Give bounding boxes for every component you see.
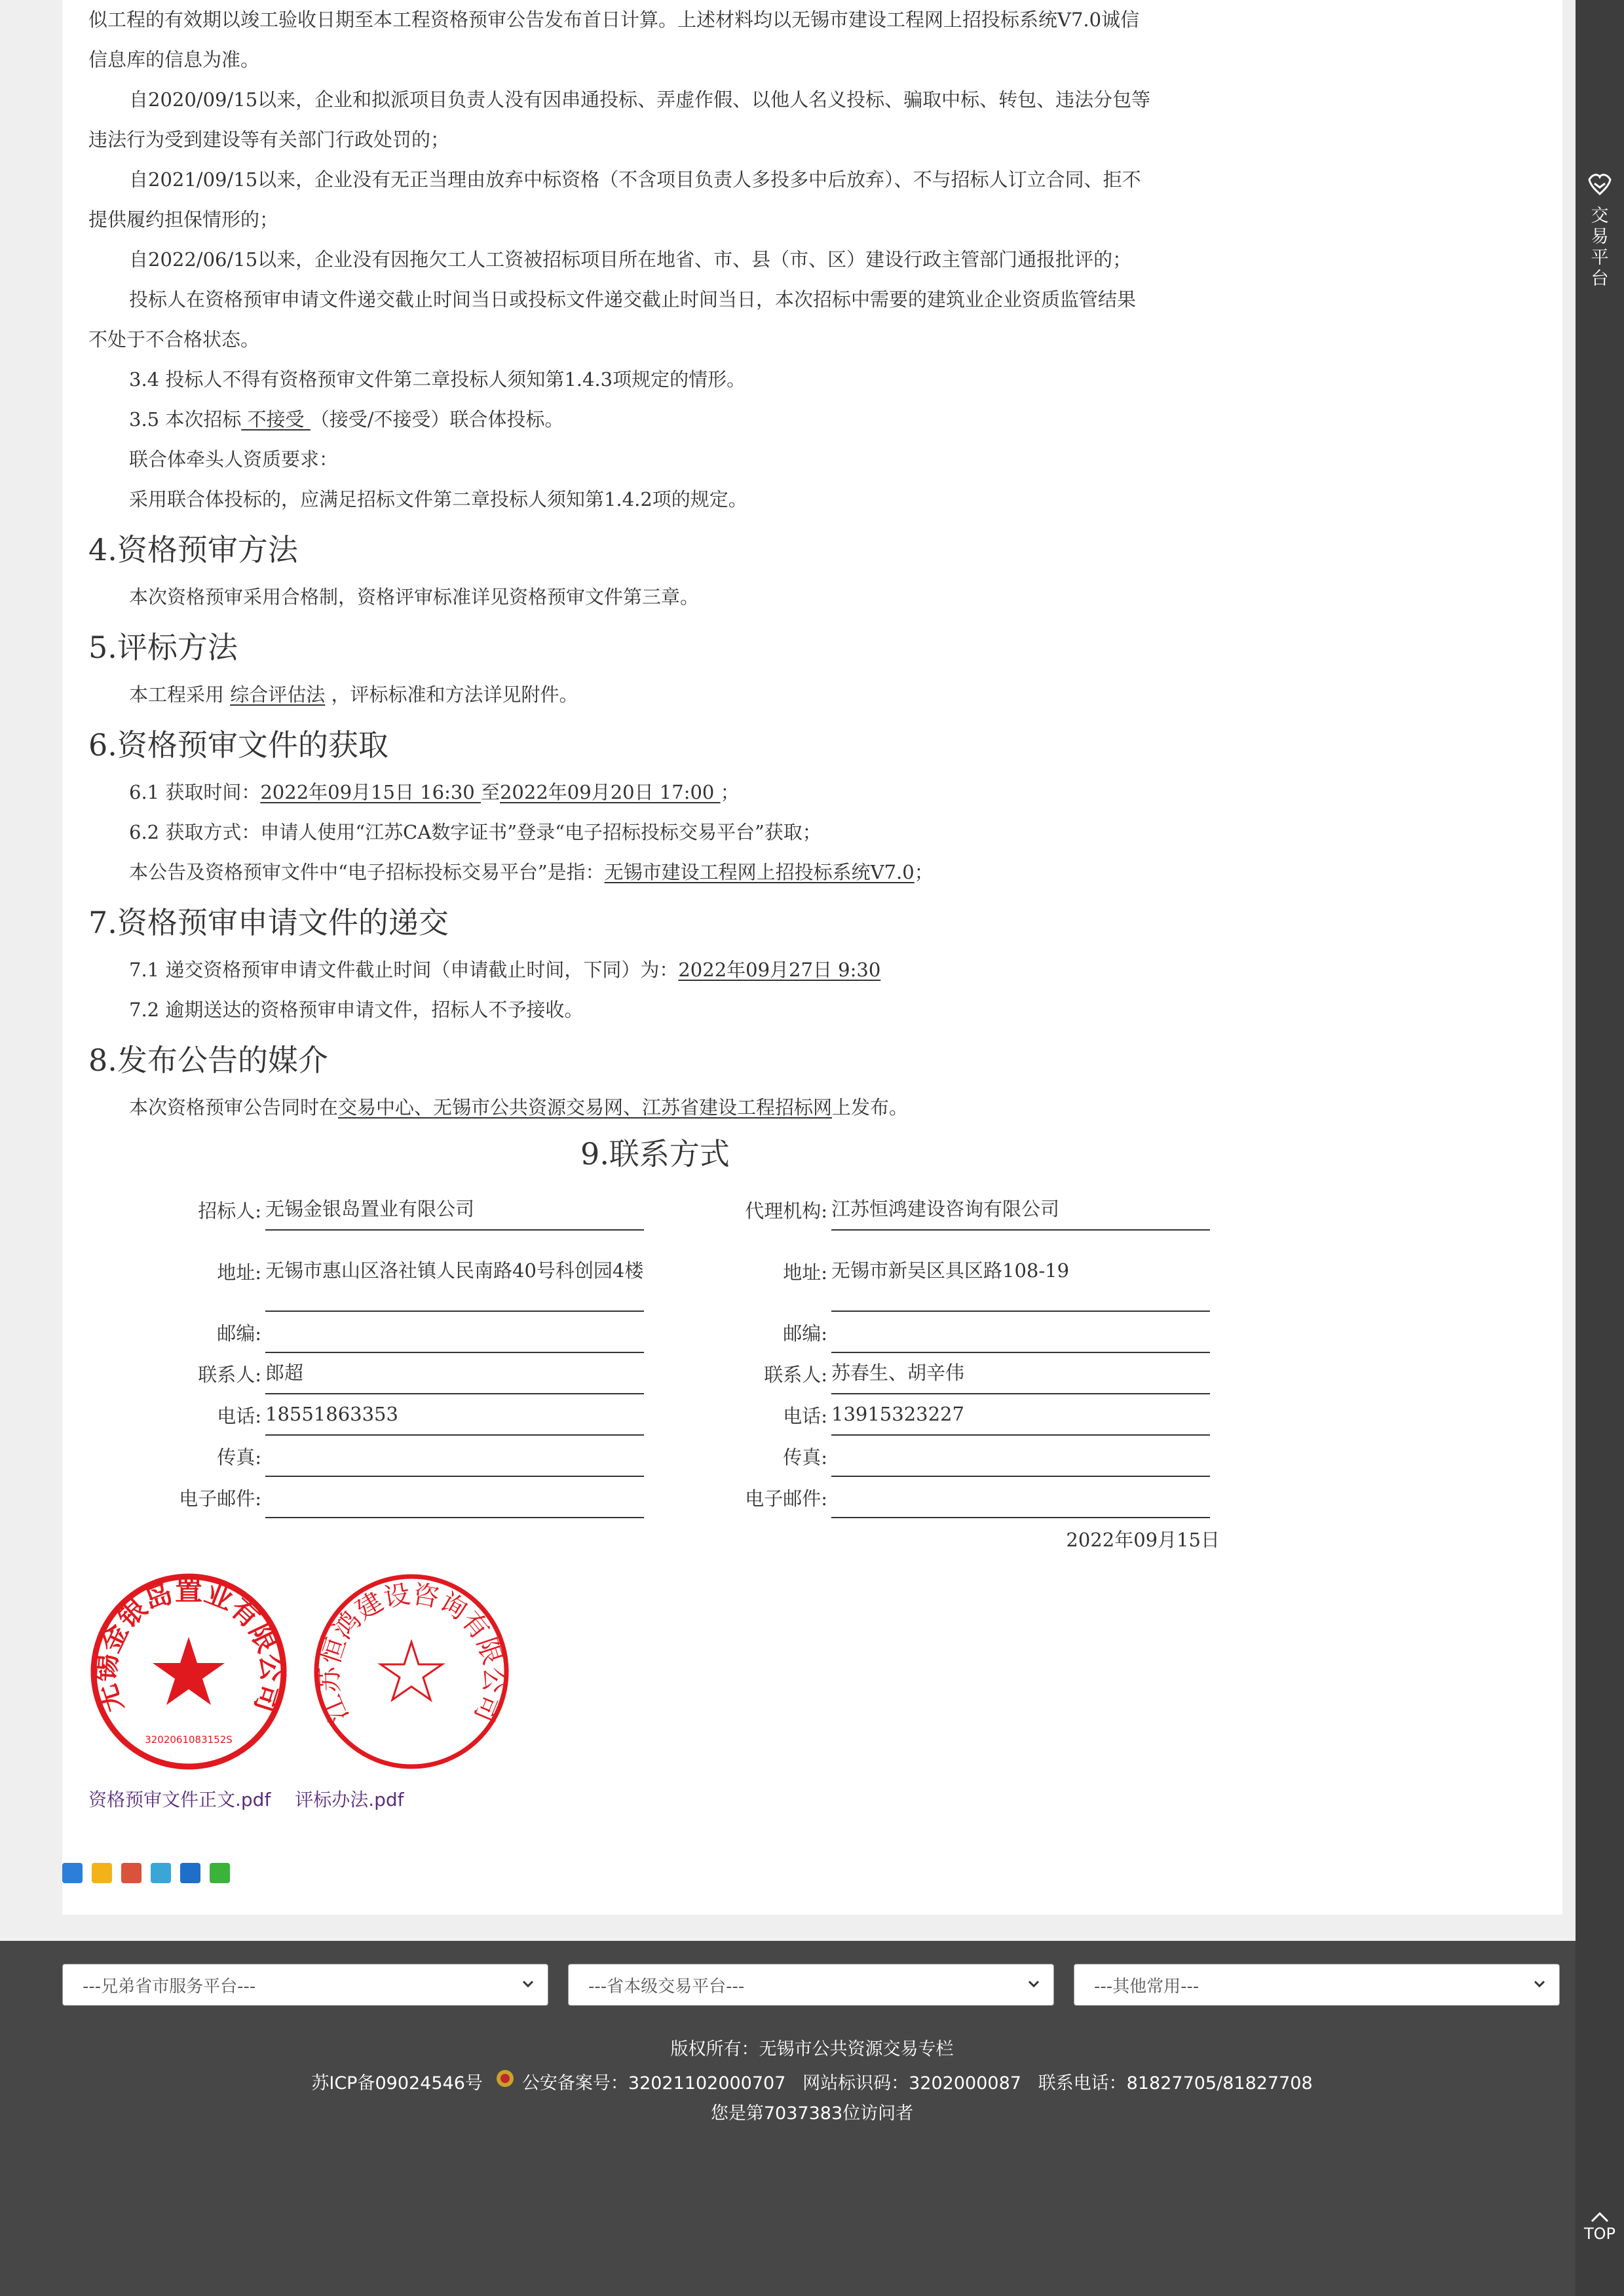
police-badge-icon	[495, 2068, 516, 2090]
platform-selects	[62, 1964, 1560, 2006]
other-select[interactable]	[1074, 1964, 1560, 2006]
copyright: 版权所有：无锡市公共资源交易专栏	[670, 2039, 954, 2059]
section-6-heading: 6.资格预审文件的获取	[88, 727, 388, 763]
share-bar	[62, 1863, 230, 1883]
agency-postcode-label: 邮编:	[783, 1322, 827, 1345]
text: 本次资格预审公告同时在	[129, 1096, 339, 1119]
text: 6.1 获取时间：	[129, 781, 261, 803]
chevron-down-icon	[1532, 1976, 1547, 1992]
evaluation-method-value: 综合评估法	[230, 683, 326, 706]
agency-contact-value: 苏春生、胡辛伟	[831, 1353, 1210, 1394]
para-1a: 自2020/09/15以来，企业和拟派项目负责人没有因串通投标、弄虚作假、以他人名义投标、骗取中标、转包、违法分包等	[129, 88, 1151, 111]
side-rail	[1576, 0, 1624, 2296]
contact-row	[88, 1189, 1255, 1231]
tenderer-value: 无锡金银岛置业有限公司	[265, 1189, 644, 1231]
section-7-heading: 7.资格预审申请文件的递交	[88, 905, 449, 940]
text: 上发布。	[832, 1096, 909, 1119]
para-3-4: 3.4 投标人不得有资格预审文件第二章投标人须知第1.4.3项规定的情形。	[129, 368, 746, 391]
tenderer-seal	[88, 1571, 289, 1772]
handshake-icon	[1585, 170, 1614, 197]
agency-phone-value: 13915323227	[831, 1394, 1210, 1436]
agency-email-value	[831, 1477, 1210, 1518]
para-8-1	[88, 1088, 1255, 1128]
police-record[interactable]: 公安备案号：32021102000707	[521, 2073, 786, 2094]
para-6-3	[88, 852, 1255, 892]
agency-value: 江苏恒鸿建设咨询有限公司	[831, 1189, 1210, 1231]
back-to-top-button[interactable]	[1576, 2211, 1624, 2243]
agency-contact-label: 联系人:	[764, 1364, 827, 1386]
visitor-count: 您是第7037383位访问者	[710, 2103, 914, 2124]
notice-date: 2022年09月15日	[1066, 1529, 1220, 1551]
agency-postcode-value	[831, 1312, 1210, 1353]
para-3-6: 联合体牵头人资质要求：	[129, 448, 339, 470]
deadline-value: 2022年09月27日 9:30	[678, 959, 881, 981]
para-0b: 信息库的信息为准。	[88, 48, 260, 71]
agency-fax-label: 传真:	[783, 1446, 827, 1468]
para-3-7: 采用联合体投标的，应满足招标文件第二章投标人须知第1.4.2项的规定。	[129, 488, 747, 510]
contact-person-value: 郎超	[265, 1353, 644, 1394]
section-5-heading: 5.评标方法	[88, 630, 238, 665]
para-7-1	[88, 950, 1255, 990]
agency-seal	[311, 1571, 512, 1772]
phone-value: 18551863353	[265, 1394, 644, 1436]
section-8-heading: 8.发布公告的媒介	[88, 1043, 328, 1078]
share-renren-icon[interactable]	[180, 1863, 200, 1883]
agency-address-label: 地址:	[783, 1261, 827, 1284]
attachments	[88, 1786, 423, 1812]
chevron-down-icon	[1026, 1976, 1042, 1992]
contact-person-label: 联系人:	[198, 1364, 261, 1386]
address-label: 地址:	[217, 1261, 261, 1284]
agency-email-label: 电子邮件:	[745, 1487, 827, 1510]
text: 3.5 本次招标	[129, 408, 242, 430]
attachment-link[interactable]: 评标办法.pdf	[295, 1789, 404, 1810]
para-3: 自2022/06/15以来，企业没有因拖欠工人工资被招标项目所在地省、市、县（市、区）建设行政主管部门通报批评的；	[129, 248, 1132, 271]
text: ，评标标准和方法详见附件。	[325, 683, 578, 706]
section-4-heading: 4.资格预审方法	[88, 532, 298, 567]
text: 本工程采用	[129, 683, 231, 706]
svg-text:无锡金银岛置业有限公司: 无锡金银岛置业有限公司	[88, 1575, 289, 1717]
phone-label: 电话:	[217, 1405, 261, 1427]
share-tencent-icon[interactable]	[151, 1863, 171, 1883]
contact-phone: 联系电话：81827705/81827708	[1038, 2073, 1313, 2094]
sibling-city-select[interactable]	[62, 1964, 548, 2006]
joint-bid-value: 不接受	[241, 408, 311, 430]
contact-row	[88, 1353, 1255, 1394]
share-more-icon[interactable]	[62, 1863, 83, 1883]
postcode-value	[265, 1312, 644, 1353]
svg-text:江苏恒鸿建设咨询有限公司: 江苏恒鸿建设咨询有限公司	[314, 1578, 509, 1727]
footer	[0, 1941, 1576, 2296]
select-value: ---兄弟省市服务平台---	[83, 1976, 256, 1997]
para-4b: 不处于不合格状态。	[88, 328, 260, 351]
contact-row	[88, 1312, 1255, 1353]
agency-phone-label: 电话:	[783, 1405, 827, 1427]
content-panel	[62, 0, 1562, 1915]
chevron-down-icon	[520, 1976, 536, 1992]
site-id: 网站标识码：3202000087	[803, 2073, 1021, 2094]
agency-label: 代理机构:	[745, 1200, 827, 1222]
para-4a: 投标人在资格预审申请文件递交截止时间当日或投标文件递交截止时间当日，本次招标中需要的建筑业企业资质监管结果	[129, 288, 1137, 311]
section-9-heading: 9.联系方式	[580, 1136, 730, 1172]
footer-registration	[0, 2068, 1624, 2094]
svg-text:3202061083152S: 3202061083152S	[145, 1734, 233, 1746]
text: （接受/不接受）联合体投标。	[310, 408, 564, 430]
select-value: ---省本级交易平台---	[588, 1976, 745, 1997]
para-6-1	[88, 773, 1255, 813]
contact-row	[88, 1436, 1255, 1477]
text: 7.1 递交资格预审申请文件截止时间（申请截止时间，下同）为：	[129, 959, 679, 981]
text: 本公告及资格预审文件中“电子招标投标交易平台”是指：	[129, 861, 605, 883]
media-value: 交易中心、无锡市公共资源交易网、江苏省建设工程招标网	[338, 1096, 833, 1119]
para-7-2: 7.2 逾期送达的资格预审申请文件，招标人不予接收。	[129, 999, 584, 1021]
share-wechat-icon[interactable]	[210, 1863, 230, 1883]
contact-row	[88, 1231, 1255, 1312]
attachment-link[interactable]: 资格预审文件正文.pdf	[88, 1789, 271, 1810]
para-6-2: 6.2 获取方式：申请人使用“江苏CA数字证书”登录“电子招标投标交易平台”获取；	[129, 821, 821, 843]
province-select[interactable]	[568, 1964, 1054, 2006]
text: ；	[720, 781, 740, 803]
notice-article	[88, 0, 1255, 1177]
para-0a: 似工程的有效期以竣工验收日期至本工程资格预审公告发布首日计算。上述材料均以无锡市建设工程网上招投标系统V7.0诚信	[88, 9, 1140, 31]
end-time-value: 2022年09月20日 17:00	[499, 781, 721, 803]
fax-label: 传真:	[217, 1446, 261, 1468]
text: 至	[480, 781, 500, 803]
agency-fax-value	[831, 1436, 1210, 1477]
contact-row	[88, 1477, 1255, 1518]
share-qzone-icon[interactable]	[92, 1863, 112, 1883]
chevron-up-icon	[1590, 2211, 1610, 2223]
select-value: ---其他常用---	[1094, 1976, 1199, 1997]
icp-link[interactable]: 苏ICP备09024546号	[311, 2073, 483, 2094]
para-1b: 违法行为受到建设等有关部门行政处罚的；	[88, 128, 450, 151]
contact-row	[88, 1394, 1255, 1436]
postcode-label: 邮编:	[217, 1322, 261, 1345]
start-time-value: 2022年09月15日 16:30	[260, 781, 481, 803]
email-value	[265, 1477, 644, 1518]
contact-table	[88, 1189, 1255, 1560]
trade-platform-label: 交易平台	[1591, 206, 1609, 289]
platform-value: 无锡市建设工程网上招投标系统V7.0	[604, 861, 915, 883]
address-value: 无锡市惠山区洛社镇人民南路40号科创园4楼	[265, 1231, 644, 1312]
tenderer-label: 招标人:	[198, 1200, 261, 1222]
para-2a: 自2021/09/15以来，企业没有无正当理由放弃中标资格（不含项目负责人多投多中后放弃）、不与招标人订立合同、拒不	[129, 168, 1141, 191]
back-to-top-label: TOP	[1583, 2225, 1616, 2243]
fax-value	[265, 1436, 644, 1477]
para-5-1	[88, 675, 1255, 715]
para-4-1: 本次资格预审采用合格制，资格评审标准详见资格预审文件第三章。	[129, 586, 700, 608]
text: ；	[914, 861, 934, 883]
agency-address-value: 无锡市新吴区具区路108-19	[831, 1231, 1210, 1312]
para-2b: 提供履约担保情形的；	[88, 208, 279, 231]
para-3-5	[88, 400, 1255, 440]
email-label: 电子邮件:	[179, 1487, 261, 1510]
trade-platform-link[interactable]	[1576, 170, 1624, 290]
share-weibo-icon[interactable]	[121, 1863, 142, 1883]
